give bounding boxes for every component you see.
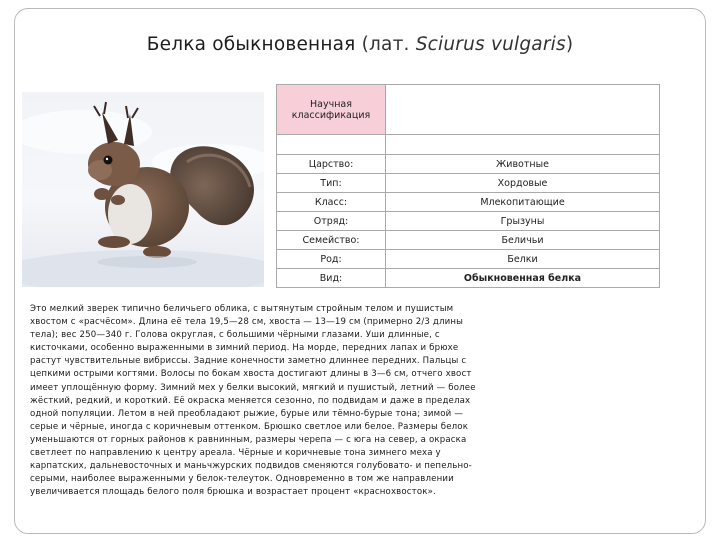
table-row [277, 250, 660, 269]
row-value: Животные [386, 155, 660, 174]
row-value: Хордовые [386, 174, 660, 193]
row-label: Род: [277, 250, 386, 269]
row-label: Вид: [277, 269, 386, 288]
row-value: Обыкновенная белка [386, 269, 660, 288]
row-value: Беличьи [386, 231, 660, 250]
table-row [277, 231, 660, 250]
table-row [277, 269, 660, 288]
table-row [277, 212, 660, 231]
row-label: Отряд: [277, 212, 386, 231]
table-row [277, 155, 660, 174]
classification-table [276, 84, 660, 288]
title-latin: (лат. Sciurus vulgaris) [361, 34, 574, 55]
slide-title [0, 34, 720, 55]
row-value: Млекопитающие [386, 193, 660, 212]
spacer-cell [277, 135, 386, 155]
row-value: Грызуны [386, 212, 660, 231]
latin-name: Sciurus vulgaris [415, 34, 566, 55]
header-empty-cell [386, 85, 660, 135]
row-label: Семейство: [277, 231, 386, 250]
row-value: Белки [386, 250, 660, 269]
classification-header: Научная классификация [277, 85, 386, 135]
row-label: Тип: [277, 174, 386, 193]
table-row [277, 193, 660, 212]
row-label: Царство: [277, 155, 386, 174]
squirrel-photo [22, 92, 264, 287]
spacer-cell [386, 135, 660, 155]
description-text: Это мелкий зверек типично беличьего облика, с вытянутым стройным телом и пушистым хвостом с «расчёсом». Длина её тела 19,5—28 см, хвоста — 13—19 см (примерно 2/3 длины тела); вес 250—340 г. Голова округлая, с большими чёрными глазами. Уши длинные, с кисточками, особенно выраженными в зимний период. На морде, передних лапах и брюхе растут чувствительные вибриссы. Задние конечности заметно длиннее передних. Пальцы с цепкими острыми когтями. Волосы по бокам хвоста достигают длины в 3—6 см, отчего хвост имеет уплощённую форму. Зимний мех у белки высокий, мягкий и пушистый, летний — более жёсткий, редкий, и короткий. Её окраска меняется сезонно, по подвидам и даже в пределах одной популяции. Летом в ней преобладают рыжие, бурые или тёмно-бурые тона; зимой — серые и чёрные, иногда с коричневым оттенком. Брюшко светлое или белое. Размеры белок уменьшаются от горных районов к равнинным, размеры черепа — с юга на север, а окраска светлеет по направлению к центру ареала. Чёрные и коричневые тона зимнего меха у карпатских, дальневосточных и маньчжурских подвидов сменяются голубовато- и пепельно-серыми, наиболее выраженными у белок-телеуток. Одновременно в том же направлении увеличивается площадь белого поля брюшка и возрастает процент «красноxвосток». [30, 304, 476, 498]
table-row [277, 174, 660, 193]
row-label: Класс: [277, 193, 386, 212]
title-main: Белка обыкновенная [146, 34, 356, 55]
